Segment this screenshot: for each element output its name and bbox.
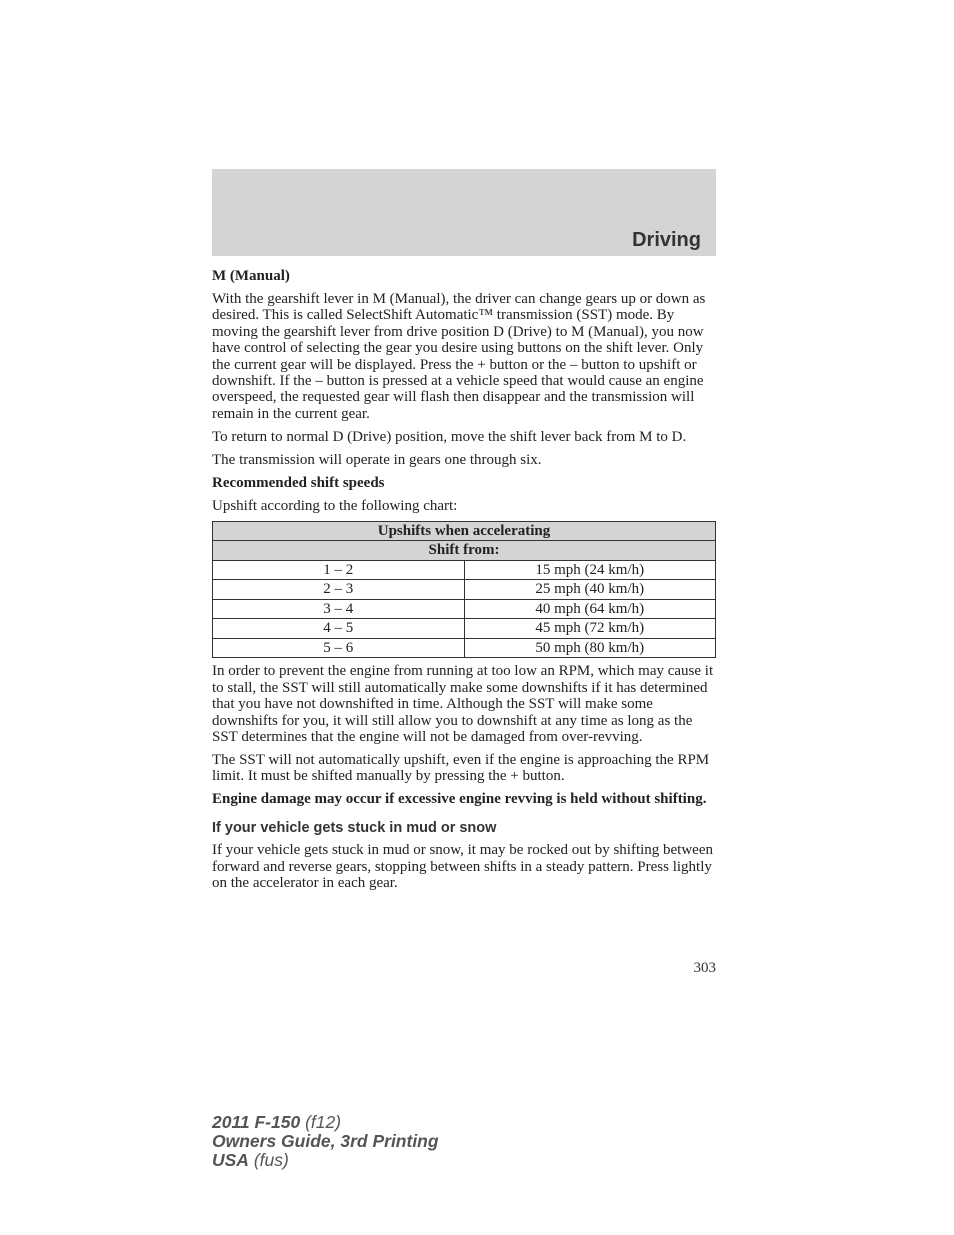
footer-line-3 [212,1151,439,1170]
speed-cell: 25 mph (40 km/h) [464,580,716,600]
page-number: 303 [693,960,716,976]
manual-paragraph-2: To return to normal D (Drive) position, move the shift lever back from M to D. [212,428,687,445]
table-row [213,619,716,639]
footer-region: USA [212,1150,249,1170]
speed-cell: 45 mph (72 km/h) [464,619,716,639]
footer-model: 2011 F-150 [212,1112,301,1132]
page-content [212,268,716,898]
manual-paragraph-3: The transmission will operate in gears one through six. [212,451,542,468]
footer-region-code: (fus) [253,1150,289,1170]
stuck-paragraph: If your vehicle gets stuck in mud or snow, it may be rocked out by shifting between forward and reverse gears, stopping between shifts in a steady pattern. Press lightly on the accelerator in each gear. [212,842,713,891]
footer-model-code: (f12) [305,1112,342,1132]
engine-damage-warning: Engine damage may occur if excessive engine revving is held without shifting. [212,791,707,808]
speed-cell: 50 mph (80 km/h) [464,638,716,658]
gear-cell: 4 – 5 [213,619,465,639]
table-row [213,560,716,580]
stuck-heading: If your vehicle gets stuck in mud or snow [212,819,497,836]
speed-cell: 15 mph (24 km/h) [464,560,716,580]
upshift-table [212,521,716,659]
manual-paragraph-1: With the gearshift lever in M (Manual), the driver can change gears up or down as desired. This is called SelectShift Automatic™ transmission (SST) mode. By moving the gearshift lever from drive position D (Drive) to M (Manual), you now have control of selecting the gear you desire using buttons on the shift lever. Only the current gear will be displayed. Press the + button or the – button to upshift or downshift. If the – button is pressed at a vehicle speed that would cause an engine overspeed, the requested gear will flash then disappear and the transmission will remain in the current gear. [212,291,706,422]
table-row [213,638,716,658]
section-title: Driving [632,229,701,251]
shift-speeds-heading: Recommended shift speeds [212,474,385,491]
table-title: Upshifts when accelerating [213,521,716,541]
section-header-band [212,169,716,256]
gear-cell: 2 – 3 [213,580,465,600]
table-subtitle: Shift from: [213,541,716,561]
footer-line-1 [212,1113,439,1132]
gear-cell: 1 – 2 [213,560,465,580]
shift-speeds-intro: Upshift according to the following chart: [212,497,458,514]
footer-guide: Owners Guide, 3rd Printing [212,1131,439,1151]
footer-line-2 [212,1132,439,1151]
speed-cell: 40 mph (64 km/h) [464,599,716,619]
table-row [213,580,716,600]
footer [212,1113,439,1170]
upshift-paragraph: The SST will not automatically upshift, even if the engine is approaching the RPM limit. It must be shifted manually by pressing the + button. [212,751,710,785]
gear-cell: 3 – 4 [213,599,465,619]
downshift-paragraph: In order to prevent the engine from running at too low an RPM, which may cause it to stall, the SST will still automatically make some downshifts if it has determined that you have not downshifted in time. Although the SST will make some downshifts for you, it will still allow you to downshift at any time as long as the SST determines that the engine will not be damaged from over-revving. [212,663,714,745]
manual-heading: M (Manual) [212,268,290,284]
gear-cell: 5 – 6 [213,638,465,658]
table-row [213,599,716,619]
